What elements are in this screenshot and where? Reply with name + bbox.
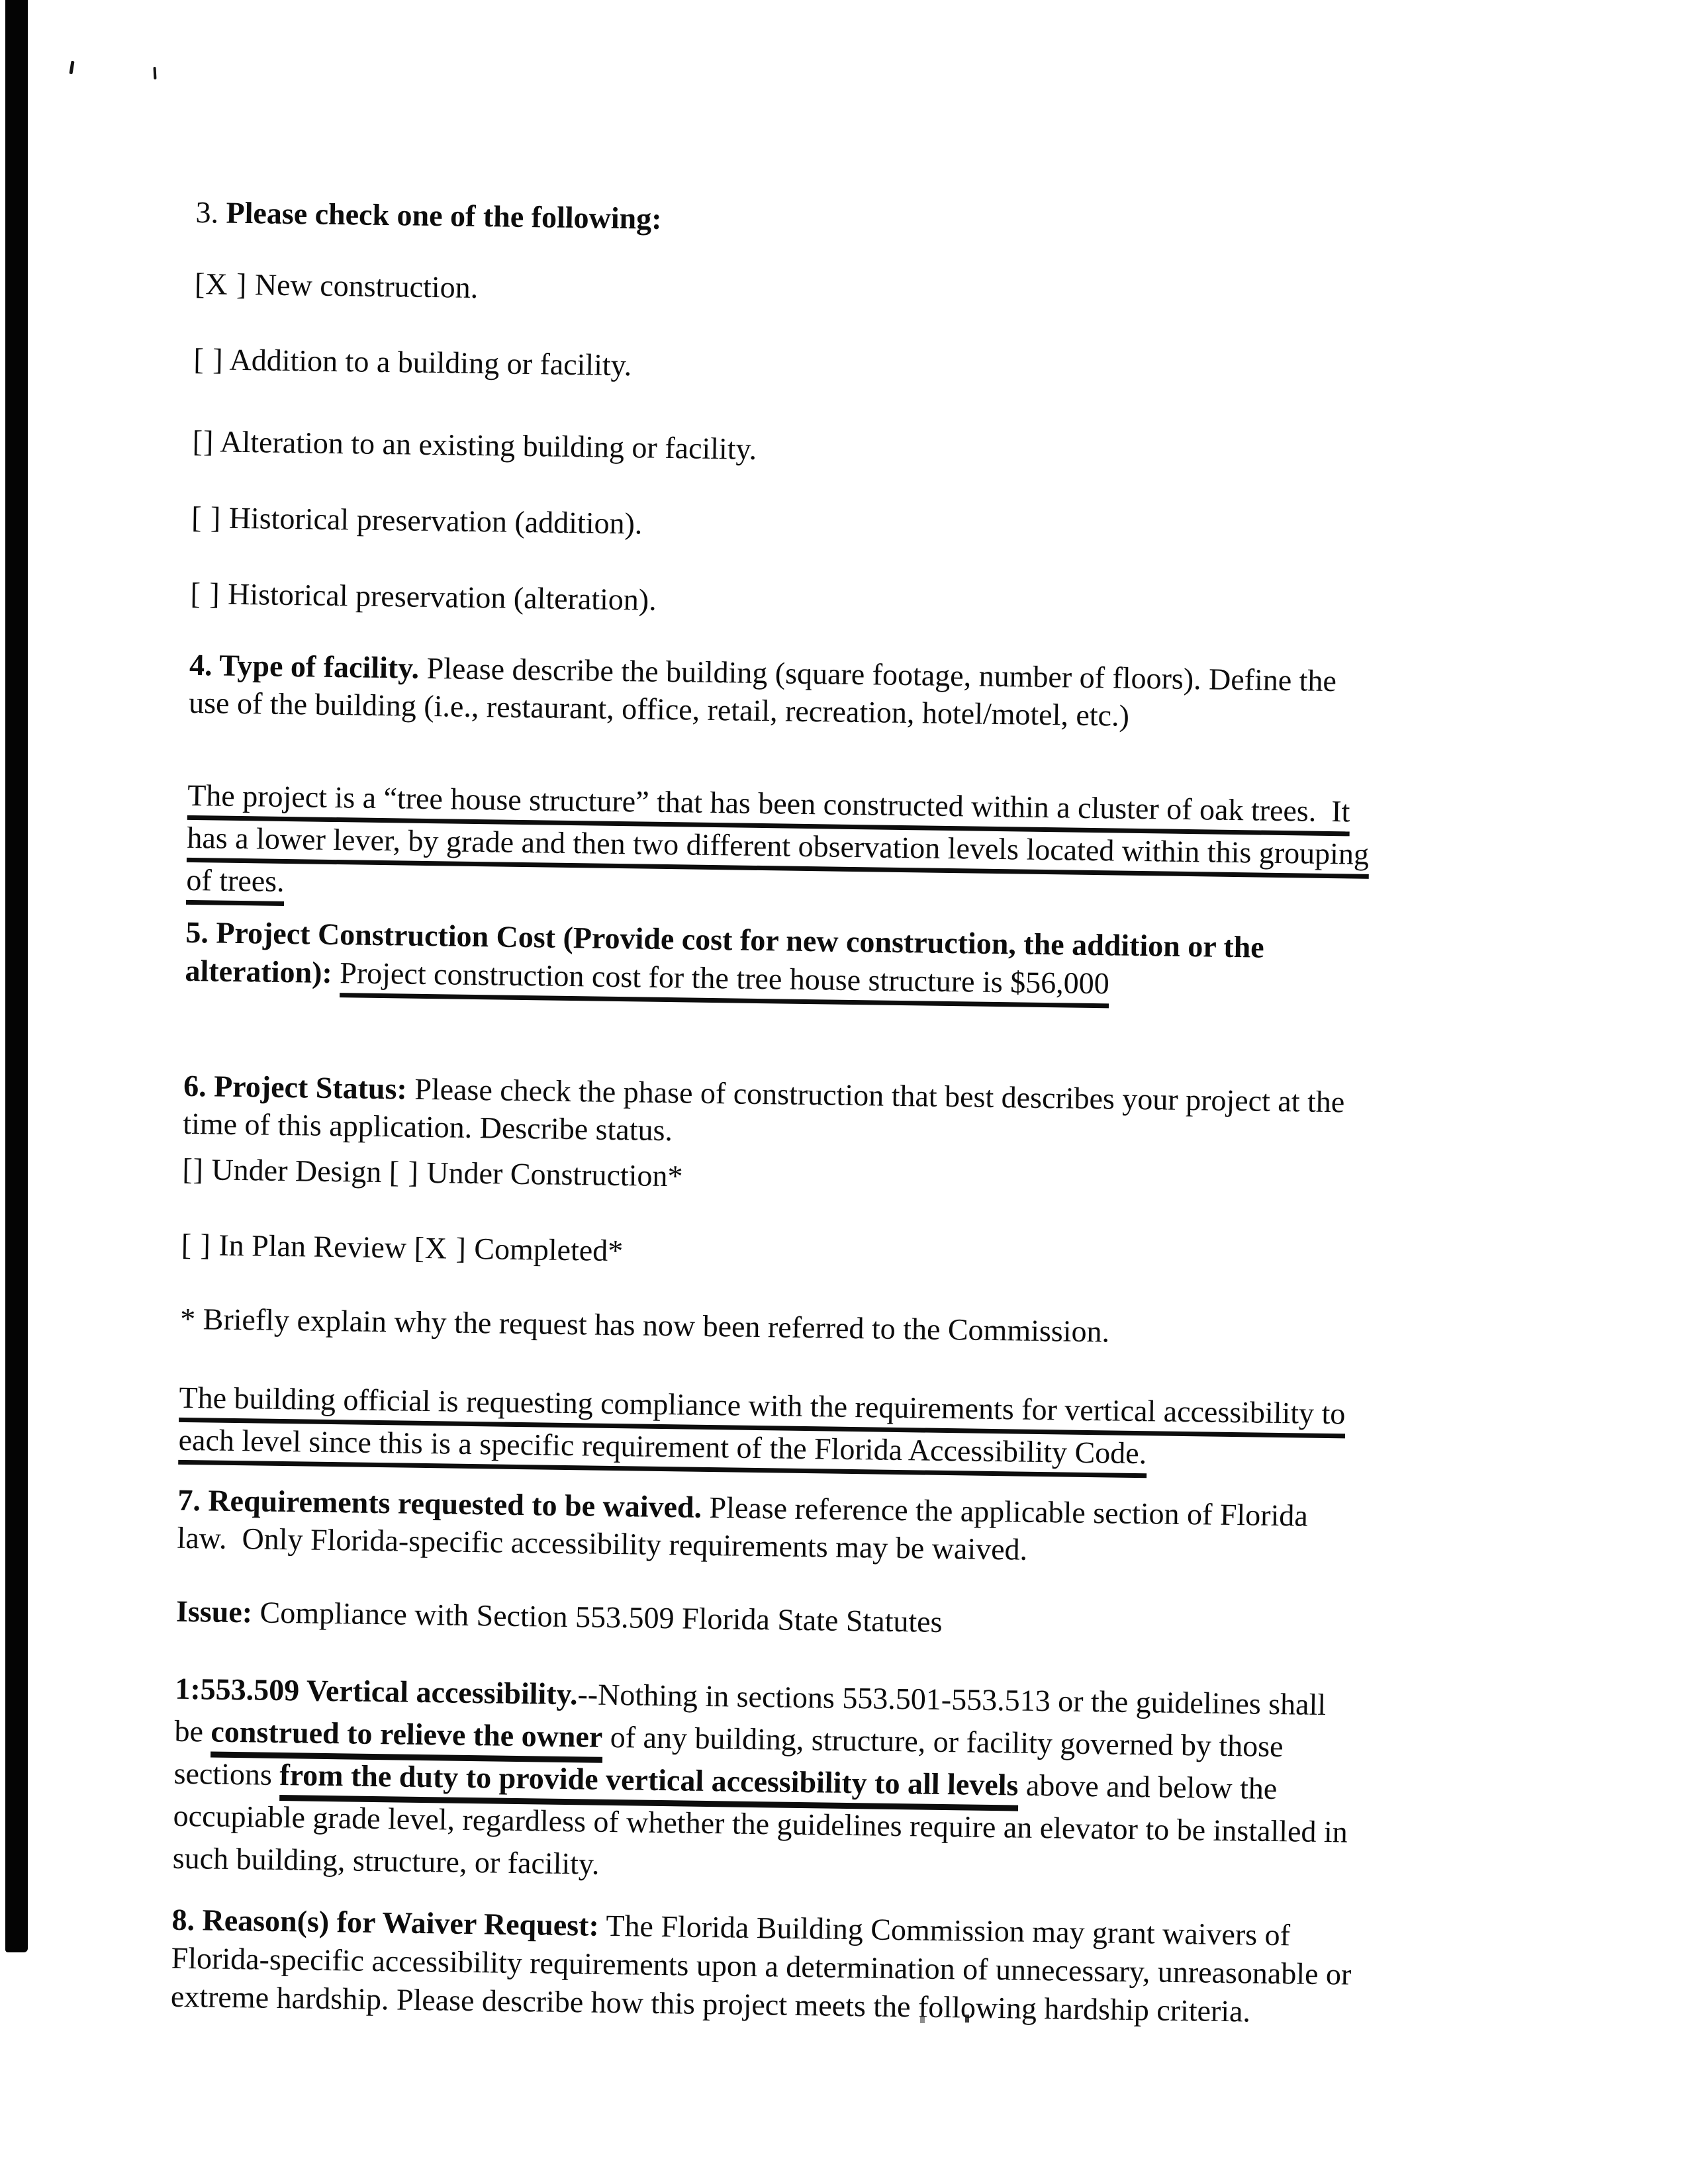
text-run: 5. Project Construction Cost (Provide cost for new construction, the addition or the — [185, 915, 1265, 964]
text-run: Please check the phase of construction that best describes your project at the — [406, 1071, 1345, 1119]
text-run: New construction. — [247, 267, 479, 304]
waiver-application-form — [169, 193, 1599, 2132]
status-options-row-2 — [181, 1226, 623, 1269]
referral-explanation — [178, 1377, 1346, 1478]
text-run: from the duty to provide vertical accessibility to all levels — [279, 1758, 1019, 1811]
text-run: Historical preservation (addition). — [220, 500, 643, 541]
checkbox-token[interactable]: [X ] — [414, 1230, 467, 1265]
text-run: The building official is requesting compliance with the requirements for vertical accessibility to — [179, 1381, 1346, 1439]
text-run: Issue: — [175, 1594, 253, 1629]
issue-line-line — [176, 1592, 943, 1641]
section4-type-of-facility — [189, 646, 1336, 737]
text-run: Please reference the applicable section of Florida — [701, 1490, 1309, 1533]
facility-description — [186, 774, 1370, 918]
text-run: * Briefly explain why the request has now been referred to the Commission. — [179, 1301, 1110, 1349]
text-run: of trees. — [186, 863, 285, 906]
text-run: The project is a “tree house structure” that has been constructed within a cluster of oak trees. It — [187, 778, 1350, 837]
checkbox-token[interactable]: [X ] — [194, 266, 248, 302]
text-run: 1:553.509 Vertical accessibility. — [175, 1671, 578, 1711]
checkbox-token[interactable]: [ ] — [191, 500, 222, 535]
text-run: Under Design — [203, 1152, 390, 1189]
section6-project-status — [183, 1067, 1345, 1158]
checkbox-addition-line — [193, 340, 632, 384]
checkbox-alteration-line — [192, 422, 757, 468]
status-options-row-1 — [182, 1150, 683, 1195]
text-run: Florida-specific accessibility requirements upon a determination of unnecessary, unreasonable or — [171, 1940, 1352, 1991]
status-footnote-line — [180, 1300, 1110, 1351]
checkbox-historical-alteration — [190, 574, 657, 619]
checkbox-token[interactable]: [ ] — [389, 1155, 420, 1189]
text-run: use of the building (i.e., restaurant, office, retail, recreation, hotel/motel, etc.) — [188, 685, 1130, 733]
text-run: In Plan Review — [211, 1228, 414, 1265]
text-run: time of this application. Describe status. — [183, 1106, 673, 1148]
text-run: of any building, structure, or facility governed by those — [602, 1719, 1284, 1764]
text-run: occupiable grade level, regardless of whether the guidelines require an elevator to be installed in — [173, 1798, 1348, 1849]
checkbox-token[interactable]: [] — [182, 1152, 205, 1187]
scan-speck — [154, 67, 157, 79]
text-run: 7. Requirements requested to be waived. — [177, 1482, 702, 1524]
section3-heading-line — [195, 193, 662, 238]
text-run: sections — [173, 1756, 280, 1792]
checkbox-historical-addition-line — [191, 498, 643, 543]
checkbox-alteration — [192, 422, 757, 468]
section7-requirements-waived — [177, 1481, 1308, 1572]
checkbox-new-construction — [195, 265, 479, 306]
text-run: Project construction cost for the tree house structure is $56,000 — [340, 956, 1109, 1008]
section3-heading — [195, 193, 662, 238]
text-run: Compliance with Section 553.509 Florida State Statutes — [252, 1595, 943, 1639]
text-run: Please describe the building (square footage, number of floors). Define the — [418, 651, 1337, 698]
text-run: above and below the — [1018, 1768, 1278, 1806]
scan-speck — [69, 61, 74, 75]
text-run: 6. Project Status: — [183, 1068, 408, 1106]
text-run: extreme hardship. Please describe how this project meets the following hardship criteria. — [170, 1979, 1251, 2028]
checkbox-addition — [193, 340, 632, 384]
text-run: such building, structure, or facility. — [172, 1841, 600, 1881]
text-run: alteration): — [185, 953, 340, 990]
section8-waiver-reasons — [171, 1901, 1352, 2032]
checkbox-token[interactable]: [ ] — [190, 576, 221, 611]
text-run: Addition to a building or facility. — [223, 342, 632, 383]
text-run: --Nothing in sections 553.501-553.513 or the guidelines shall — [577, 1677, 1327, 1722]
checkbox-historical-alteration-line — [190, 574, 657, 619]
text-run: 4. Type of facility. — [189, 647, 420, 685]
text-run: The Florida Building Commission may grant waivers of — [598, 1908, 1291, 1952]
issue-line — [176, 1592, 943, 1641]
status-options-row-1-line — [182, 1150, 683, 1195]
text-run: Please check one of the following: — [226, 195, 662, 236]
section5-construction-cost — [185, 913, 1264, 1005]
text-run: be — [174, 1713, 211, 1749]
text-run: Historical preservation (alteration). — [220, 576, 657, 617]
checkbox-token[interactable]: [ ] — [193, 341, 224, 377]
checkbox-token[interactable]: [] — [192, 424, 214, 459]
scan-artifact-bar — [5, 0, 28, 1952]
checkbox-new-construction-line — [195, 265, 479, 306]
text-run: 3. — [195, 195, 226, 230]
status-footnote — [180, 1300, 1110, 1351]
text-run: Alteration to an existing building or facility. — [214, 424, 757, 466]
checkbox-token[interactable]: [ ] — [181, 1227, 212, 1262]
text-run: has a lower lever, by grade and then two different observation levels located within this grouping — [187, 821, 1369, 879]
text-run: law. Only Florida-specific accessibility requirements may be waived. — [177, 1520, 1028, 1567]
statute-553-509 — [172, 1668, 1349, 1896]
status-options-row-2-line — [181, 1226, 623, 1269]
text-run: Under Construction* — [418, 1155, 683, 1193]
checkbox-historical-addition — [191, 498, 643, 543]
text-run: each level since this is a specific requirement of the Florida Accessibility Code. — [178, 1423, 1147, 1478]
text-run: Completed* — [466, 1231, 624, 1268]
text-run: 8. Reason(s) for Waiver Request: — [171, 1902, 600, 1942]
text-run: construed to relieve the owner — [211, 1715, 603, 1763]
